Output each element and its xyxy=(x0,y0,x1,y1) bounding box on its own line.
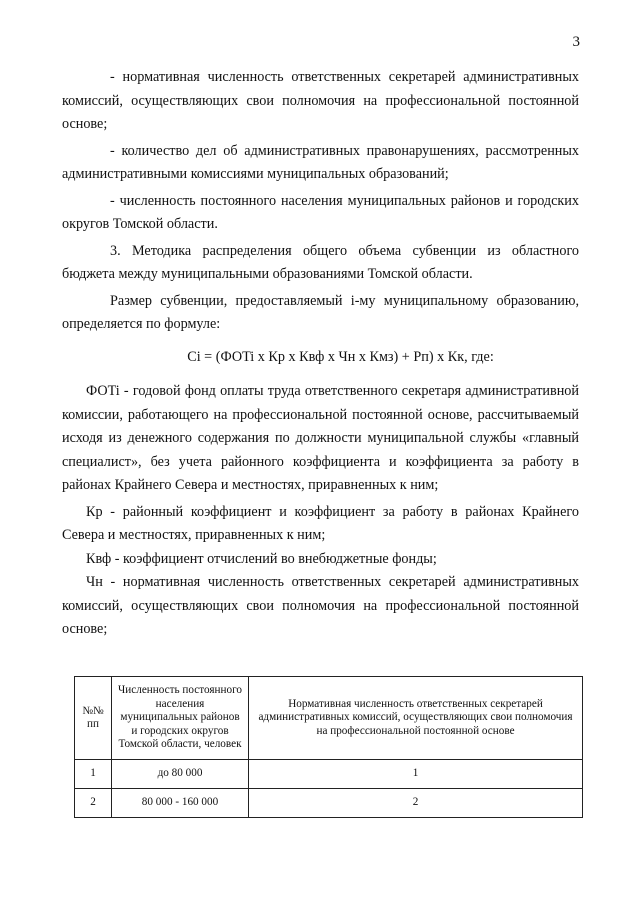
subsidy-formula: Ci = (ФОTi x Кр x Квф x Чн x Кмз) + Рп) x Кк, где: xyxy=(187,348,494,365)
list-item-secretaries-count: - нормативная численность ответственных секретарей административных комиссий, осуществляющих свои полномочия на профессиональной постоянной основе; xyxy=(62,69,579,132)
table-cell-number: 2 xyxy=(75,789,112,818)
table-row xyxy=(75,789,583,818)
formula-intro: Размер субвенции, предоставляемый i-му муниципальному образованию, определяется по формуле: xyxy=(62,292,579,332)
definition-kvf: Квф - коэффициент отчислений во внебюджетные фонды; xyxy=(86,550,437,567)
document-body xyxy=(62,66,579,642)
list-item-cases-count: - количество дел об административных правонарушениях, рассмотренных административными комиссиями муниципальных образований; xyxy=(62,142,579,182)
definition-foti: ФОTi - годовой фонд оплаты труда ответственного секретаря административной комиссии, работающего на профессиональной постоянной основе, рассчитываемый исходя из денежного содержания по должности муниципальной службы «главный специалист», без учета районного коэффициента и коэффициента за работу в районах Крайнего Севера и местностях, приравненных к ним; xyxy=(62,383,579,493)
page-number: 3 xyxy=(572,34,580,50)
table-row xyxy=(75,760,583,789)
norms-table xyxy=(74,676,583,818)
table-cell-normative-count: 1 xyxy=(249,760,583,789)
table-cell-number: 1 xyxy=(75,760,112,789)
column-header-number: №№ пп xyxy=(75,677,112,760)
table-header-row xyxy=(75,677,583,760)
table-cell-population: 80 000 - 160 000 xyxy=(112,789,249,818)
column-header-normative-count: Нормативная численность ответственных секретарей административных комиссий, осуществляющих свои полномочия на профессиональной постоянной основе xyxy=(249,677,583,760)
section-heading-methodology: 3. Методика распределения общего объема субвенции из областного бюджета между муниципальными образованиями Томской области. xyxy=(62,242,579,282)
table-cell-normative-count: 2 xyxy=(249,789,583,818)
column-header-population: Численность постоянного населения муниципальных районов и городских округов Томской области, человек xyxy=(112,677,249,760)
definition-chn: Чн - нормативная численность ответственных секретарей административных комиссий, осуществляющих свои полномочия на профессиональной постоянной основе; xyxy=(62,574,579,637)
list-item-population: - численность постоянного населения муниципальных районов и городских округов Томской области. xyxy=(62,192,579,232)
definition-kr: Кр - районный коэффициент и коэффициент за работу в районах Крайнего Севера и местностях, приравненных к ним; xyxy=(62,503,579,543)
table-cell-population: до 80 000 xyxy=(112,760,249,789)
